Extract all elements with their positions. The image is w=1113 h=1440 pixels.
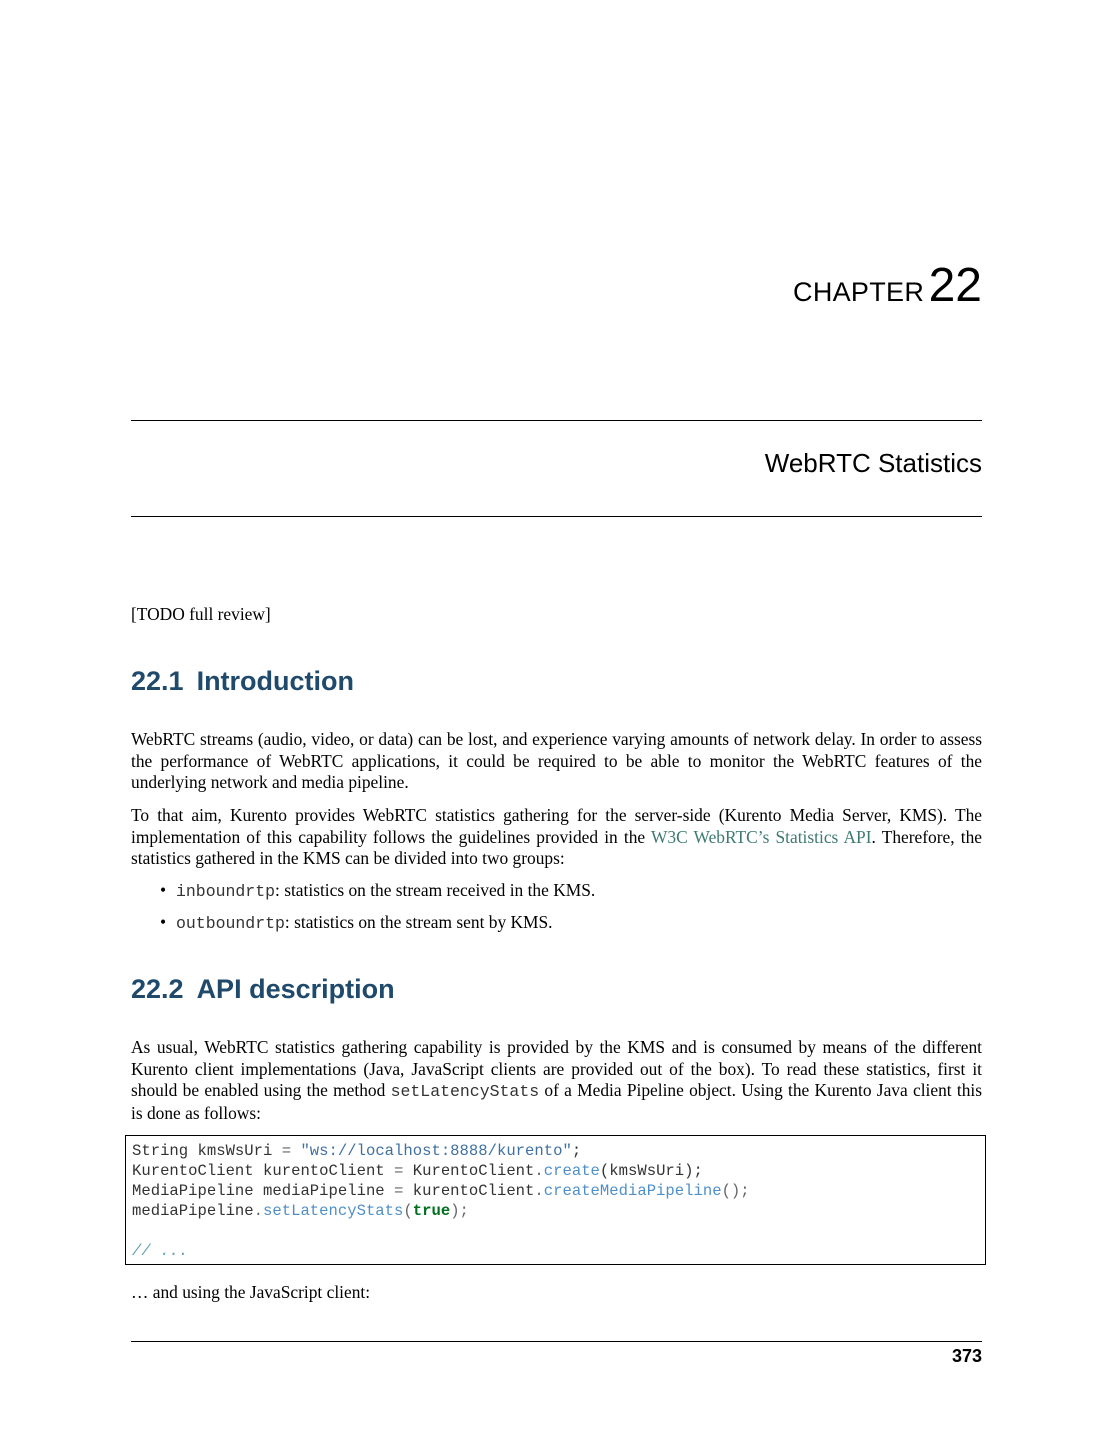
- bullet-icon: •: [160, 880, 167, 900]
- section-number: 22.1: [131, 666, 184, 696]
- code-line: [132, 1141, 985, 1161]
- code-operator: (: [403, 1202, 413, 1220]
- list-item: [131, 912, 982, 944]
- code-line: [132, 1161, 985, 1181]
- list-item-text: : statistics on the stream sent by KMS.: [284, 912, 553, 932]
- code-token: KurentoClient: [403, 1162, 535, 1180]
- chapter-label: CHAPTER: [793, 277, 925, 307]
- inline-code: setLatencyStats: [390, 1082, 540, 1101]
- code-line: [132, 1201, 985, 1221]
- code-operator: .: [253, 1202, 264, 1220]
- code-token: (kmsWsUri);: [599, 1162, 703, 1180]
- code-token: String kmsWsUri: [132, 1142, 282, 1160]
- code-function: create: [543, 1162, 600, 1180]
- section-title: Introduction: [196, 666, 355, 696]
- section-heading-api-description: [131, 974, 395, 1005]
- section-number: 22.2: [131, 974, 184, 1004]
- chapter-title-top-rule: [131, 420, 982, 421]
- code-string: "ws://localhost:8888/kurento": [300, 1142, 572, 1160]
- intro-paragraph-2-tail: . Therefore, the statistics gathered in the KMS can be divided into two groups:: [131, 826, 982, 868]
- w3c-stats-api-link[interactable]: W3C WebRTC’s Statistics API: [651, 826, 872, 847]
- code-operator: =: [394, 1162, 404, 1180]
- code-operator: =: [281, 1142, 292, 1160]
- stats-groups-list: [131, 880, 982, 944]
- todo-note: [TODO full review]: [131, 604, 271, 624]
- page-number: 373: [951, 1346, 982, 1366]
- chapter-number: 22: [928, 259, 982, 312]
- section-title: API description: [196, 974, 395, 1004]
- bullet-icon: •: [160, 912, 167, 932]
- code-operator: .: [534, 1182, 544, 1200]
- code-comment: // ...: [132, 1242, 189, 1260]
- code-blank-line: [132, 1221, 985, 1241]
- code-token: mediaPipeline: [132, 1202, 254, 1220]
- code-token: KurentoClient kurentoClient: [132, 1162, 395, 1180]
- after-code-text: … and using the JavaScript client:: [131, 1282, 371, 1302]
- api-paragraph: [131, 1037, 982, 1124]
- list-item: [131, 880, 982, 912]
- code-operator: );: [450, 1202, 469, 1220]
- chapter-title-bottom-rule: [131, 516, 982, 517]
- document-page: [131, 0, 982, 1440]
- code-function: setLatencyStats: [263, 1202, 404, 1220]
- code-keyword: true: [412, 1202, 451, 1220]
- api-paragraph-tail: of a Media Pipeline object. Using the Kurento Java client this is done as follows:: [131, 1080, 982, 1123]
- code-token: kurentoClient: [403, 1182, 535, 1200]
- list-item-text: : statistics on the stream received in the KMS.: [275, 880, 596, 900]
- code-line: [132, 1241, 985, 1261]
- code-token: MediaPipeline mediaPipeline: [132, 1182, 395, 1200]
- code-token: ;: [571, 1142, 582, 1160]
- inline-code: inboundrtp: [176, 882, 276, 901]
- code-operator: .: [534, 1162, 544, 1180]
- inline-code: outboundrtp: [176, 914, 285, 933]
- code-operator: =: [394, 1182, 404, 1200]
- intro-paragraph-1: WebRTC streams (audio, video, or data) can be lost, and experience varying amounts of network delay. In order to assess the performance of WebRTC applications, it could be required to be able to monitor the WebRTC features of the underlying network and media pipeline.: [131, 729, 982, 792]
- chapter-title: WebRTC Statistics: [764, 448, 982, 478]
- section-heading-introduction: [131, 666, 354, 697]
- code-function: createMediaPipeline: [543, 1182, 722, 1200]
- code-token: ();: [721, 1182, 750, 1200]
- api-paragraph-text: As usual, WebRTC statistics gathering capability is provided by the KMS and is consumed by means of the different Kurento client implementations (Java, JavaScript clients are provided out of the box). To read these statistics, first it should be enabled using the method: [131, 1037, 982, 1100]
- chapter-heading: [793, 259, 982, 312]
- intro-paragraph-2-text: To that aim, Kurento provides WebRTC statistics gathering for the server-side (Kurento Media Server, KMS). The implementation of this capability follows the guidelines provided in the: [131, 805, 982, 847]
- java-code-block: [125, 1135, 986, 1265]
- footer-rule: [131, 1341, 982, 1342]
- intro-paragraph-2: [131, 805, 982, 870]
- code-line: [132, 1181, 985, 1201]
